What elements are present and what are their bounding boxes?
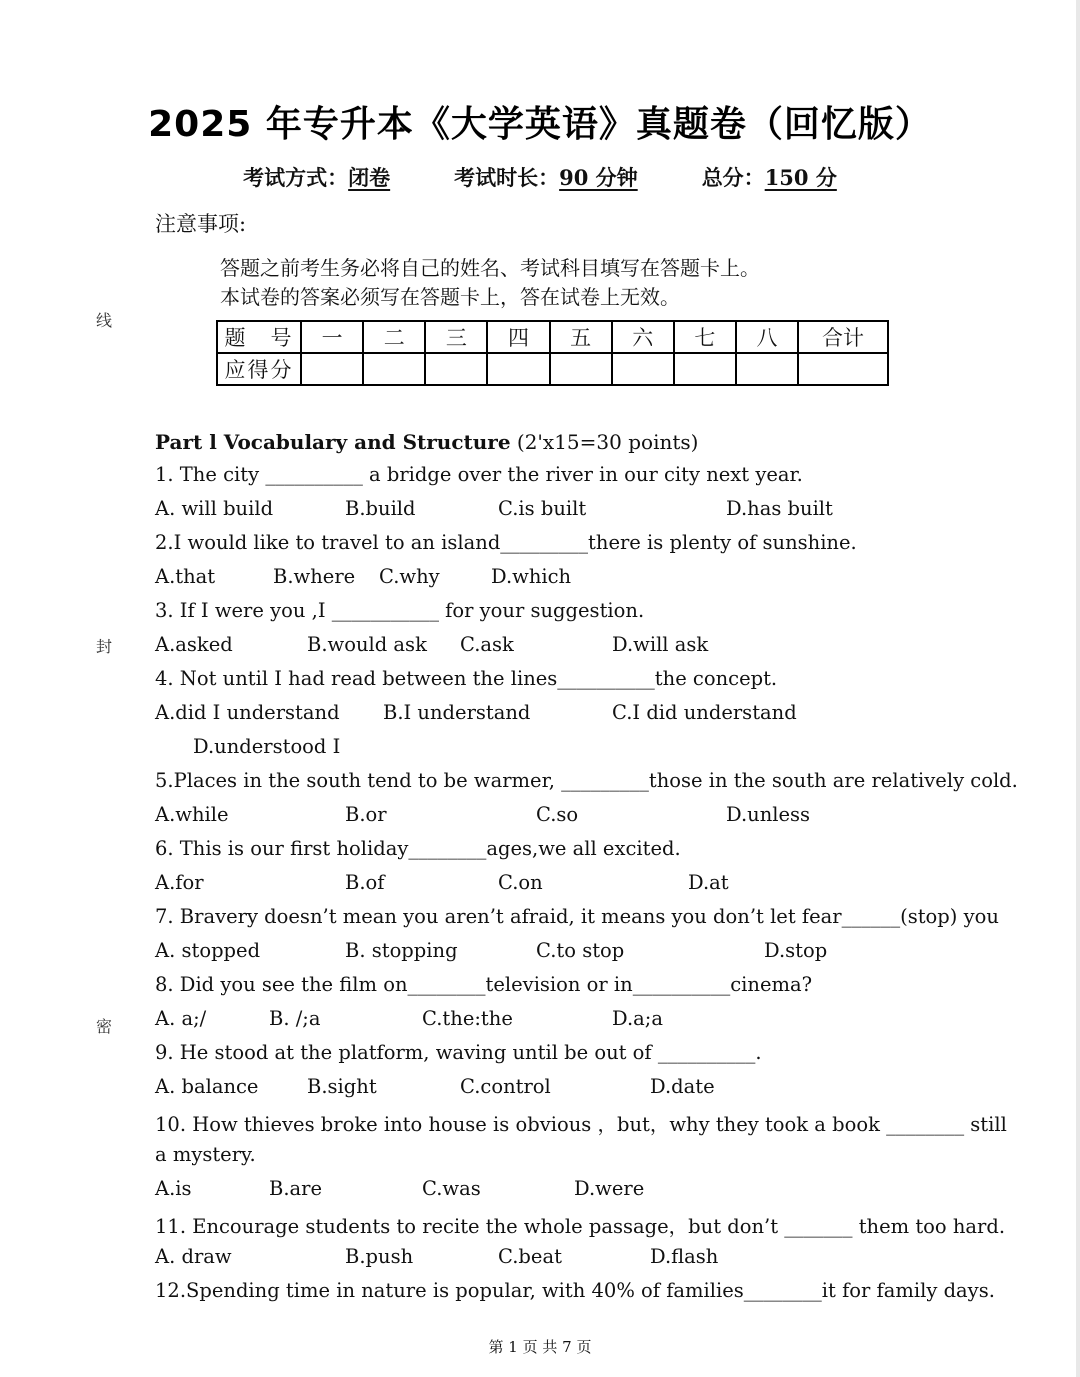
score-cell xyxy=(798,353,888,385)
option: C.beat xyxy=(498,1245,562,1268)
score-cell xyxy=(550,353,612,385)
option: C.control xyxy=(460,1075,551,1098)
option: D.has built xyxy=(726,497,833,520)
option: A.that xyxy=(155,565,216,588)
score-cell xyxy=(487,353,549,385)
option: A. draw xyxy=(155,1245,232,1268)
option: B.would ask xyxy=(307,633,427,656)
option: B.push xyxy=(345,1245,414,1268)
score-col: 三 xyxy=(425,321,487,353)
option: B.or xyxy=(345,803,387,826)
option: D.were xyxy=(574,1177,645,1200)
question-stem: 6. This is our first holiday________ages,we all excited. xyxy=(155,837,681,860)
part-title: Part l Vocabulary and Structure (2'x15=30 points) xyxy=(155,430,699,454)
option: A.did I understand xyxy=(155,701,340,724)
score-col: 二 xyxy=(363,321,425,353)
option: B.where xyxy=(273,565,356,588)
option: D.understood I xyxy=(193,735,341,758)
score-col: 七 xyxy=(674,321,736,353)
question-stem: 8. Did you see the film on________television or in__________cinema? xyxy=(155,973,813,996)
score-table-score-row xyxy=(217,353,888,385)
option: D.flash xyxy=(650,1245,719,1268)
exam-duration: 考试时长：90 分钟 xyxy=(454,165,638,190)
notice-heading: 注意事项: xyxy=(155,212,247,236)
score-table xyxy=(216,320,889,386)
score-cell xyxy=(674,353,736,385)
option: A.for xyxy=(155,871,204,894)
score-cell xyxy=(425,353,487,385)
option: D.will ask xyxy=(612,633,709,656)
option: B.build xyxy=(345,497,416,520)
option: C.on xyxy=(498,871,543,894)
option: C.is built xyxy=(498,497,587,520)
question-stem: 10. How thieves broke into house is obvious ，but，why they took a book ________ still xyxy=(155,1113,1007,1136)
score-table-header-row xyxy=(217,321,888,353)
option: D.at xyxy=(688,871,729,894)
score-col-total: 合计 xyxy=(798,321,888,353)
option: B.are xyxy=(269,1177,323,1200)
option: A. a;/ xyxy=(155,1007,207,1030)
score-table-row-head: 应得分 xyxy=(217,353,301,385)
score-cell xyxy=(301,353,363,385)
option: B.I understand xyxy=(383,701,531,724)
option: B. /;a xyxy=(269,1007,321,1030)
page-edge xyxy=(1076,0,1080,1377)
question-stem: 5.Places in the south tend to be warmer, _________those in the south are relatively cold. xyxy=(155,769,1018,792)
option: C.I did understand xyxy=(612,701,797,724)
option: C.why xyxy=(379,565,440,588)
question-stem: 7. Bravery doesn’t mean you aren’t afraid, it means you don’t let fear______(stop) you xyxy=(155,905,999,928)
score-col: 五 xyxy=(550,321,612,353)
option: D.which xyxy=(491,565,572,588)
binding-mark: 封 xyxy=(96,637,113,656)
page-footer: 第 1 页 共 7 页 xyxy=(488,1338,592,1356)
question-stem: 2.I would like to travel to an island_________there is plenty of sunshine. xyxy=(155,531,857,554)
question-stem-continued: a mystery. xyxy=(155,1143,256,1166)
option: A.while xyxy=(155,803,229,826)
option: C.to stop xyxy=(536,939,625,962)
option: A. will build xyxy=(155,497,274,520)
option: D.unless xyxy=(726,803,811,826)
exam-meta xyxy=(0,162,1080,192)
option: A. balance xyxy=(155,1075,259,1098)
binding-mark: 线 xyxy=(96,311,113,330)
option: C.so xyxy=(536,803,579,826)
notice-line-1: 答题之前考生务必将自己的姓名、考试科目填写在答题卡上。 xyxy=(220,256,760,280)
option: A.is xyxy=(155,1177,192,1200)
score-col: 一 xyxy=(301,321,363,353)
score-cell xyxy=(363,353,425,385)
question-stem: 3. If I were you ,I ___________ for your suggestion. xyxy=(155,599,645,622)
option: A. stopped xyxy=(155,939,261,962)
option: A.asked xyxy=(155,633,233,656)
score-col: 六 xyxy=(612,321,674,353)
question-stem: 9. He stood at the platform, waving until be out of __________. xyxy=(155,1041,762,1064)
option: C.ask xyxy=(460,633,514,656)
option: B. stopping xyxy=(345,939,458,962)
score-col: 八 xyxy=(736,321,798,353)
question-stem: 4. Not until I had read between the lines__________the concept. xyxy=(155,667,778,690)
option: D.date xyxy=(650,1075,715,1098)
option: C.was xyxy=(422,1177,481,1200)
score-table-row-head: 题 号 xyxy=(217,321,301,353)
option: C.the:the xyxy=(422,1007,513,1030)
binding-mark: 密 xyxy=(96,1017,113,1036)
question-stem: 11. Encourage students to recite the whole passage，but don’t _______ them too hard. xyxy=(155,1215,1006,1238)
score-cell xyxy=(612,353,674,385)
notice-line-2: 本试卷的答案必须写在答题卡上，答在试卷上无效。 xyxy=(220,285,680,309)
exam-mode: 考试方式：闭卷 xyxy=(243,165,391,190)
option: D.a;a xyxy=(612,1007,663,1030)
option: B.sight xyxy=(307,1075,377,1098)
question-stem: 1. The city __________ a bridge over the river in our city next year. xyxy=(155,463,803,486)
option: B.of xyxy=(345,871,385,894)
score-col: 四 xyxy=(487,321,549,353)
exam-total: 总分：150 分 xyxy=(701,165,837,190)
score-cell xyxy=(736,353,798,385)
question-stem: 12.Spending time in nature is popular, with 40% of families________it for family days. xyxy=(155,1279,995,1302)
option: D.stop xyxy=(764,939,828,962)
page-title: 2025 年专升本《大学英语》真题卷（回忆版） xyxy=(148,104,932,145)
